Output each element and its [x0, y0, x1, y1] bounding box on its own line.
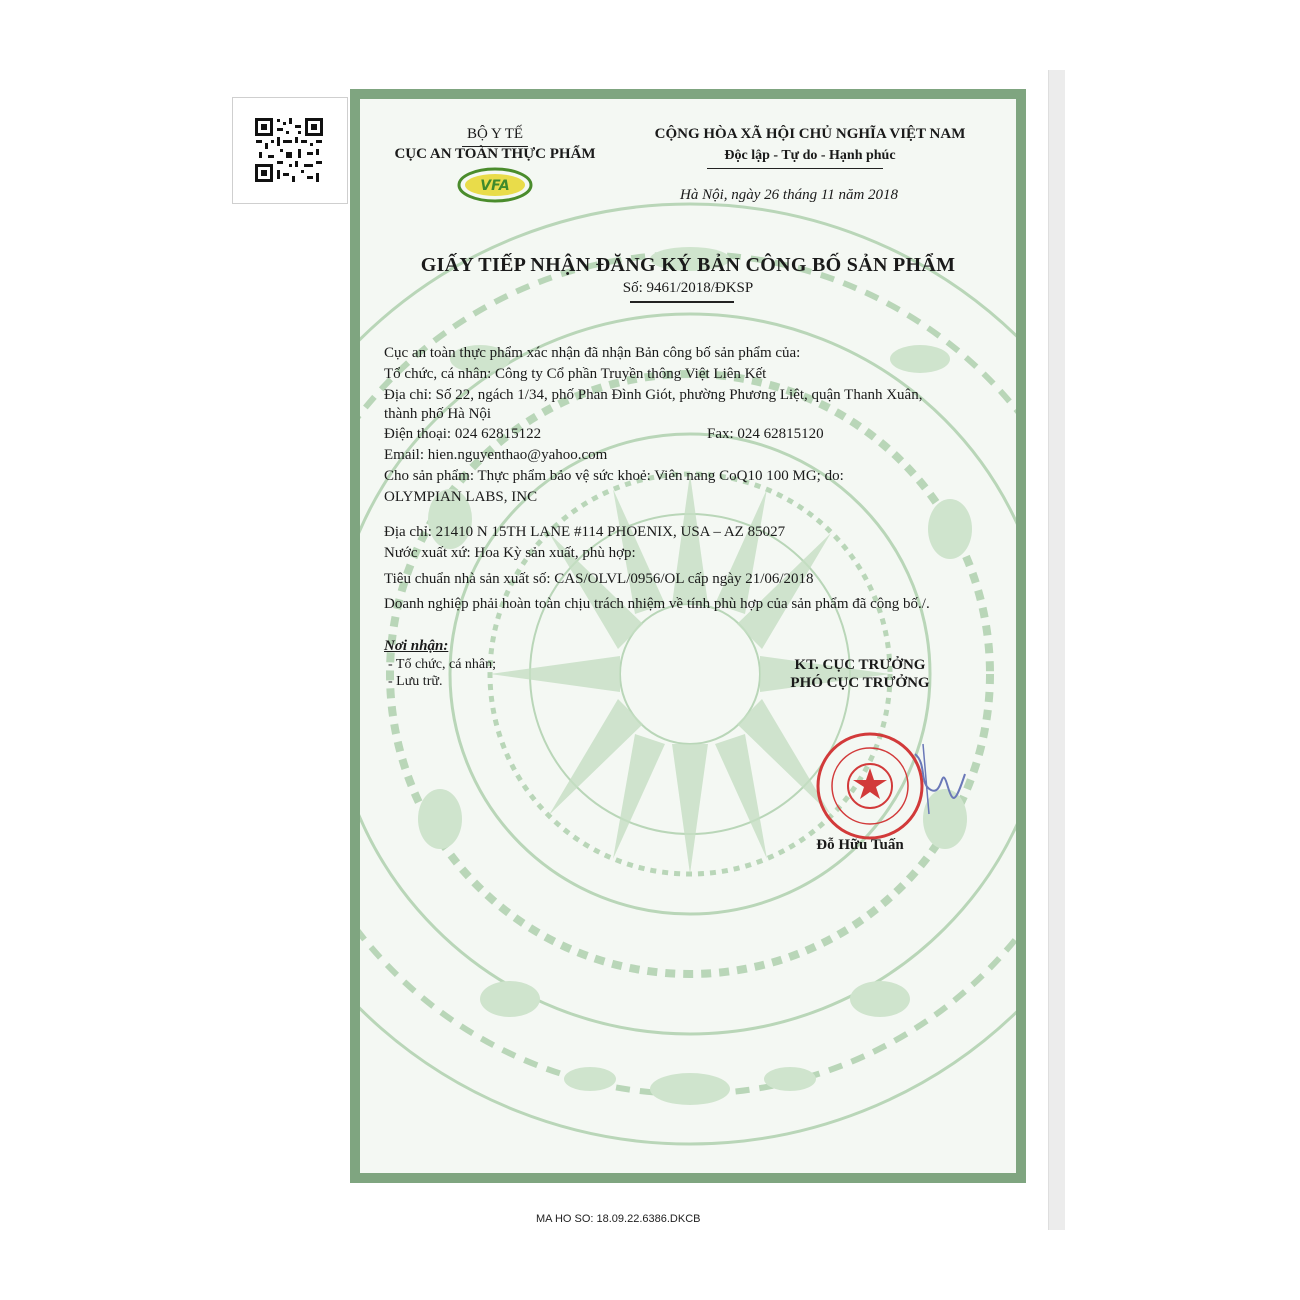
ministry-name: BỘ Y TẾ: [466, 126, 524, 142]
recipients-heading: Nơi nhận:: [384, 638, 449, 654]
qr-code: [232, 97, 348, 204]
vfa-logo-icon: [456, 165, 534, 203]
motto-underline: [707, 168, 883, 169]
origin: Nước xuất xứ: Hoa Kỳ sản xuất, phù hợp:: [384, 545, 636, 561]
signer-name: Đỗ Hữu Tuấn: [816, 837, 904, 853]
phone: Điện thoại: 024 62815122: [384, 426, 542, 442]
org-address-line2: thành phố Hà Nội: [384, 406, 492, 422]
responsibility-statement: Doanh nghiệp phải hoàn toàn chịu trách nhiệm về tính phù hợp của sản phẩm đã công bố./.: [384, 596, 930, 612]
vfa-logo-text: VFA: [480, 178, 510, 194]
official-seal-icon: [815, 724, 985, 844]
dossier-code: MA HO SO: 18.09.22.6386.DKCB: [536, 1213, 701, 1225]
document-number: Số: 9461/2018/ĐKSP: [622, 280, 754, 296]
product-line1: Cho sản phẩm: Thực phẩm bảo vệ sức khoẻ: Viên nang CoQ10 100 MG; do:: [384, 468, 844, 484]
page-edge-divider: [1048, 70, 1065, 1230]
qr-code-icon: [253, 116, 325, 184]
organization: Tổ chức, cá nhân: Công ty Cổ phần Truyền thông Việt Liên Kết: [384, 366, 767, 382]
manufacturer-standard: Tiêu chuẩn nhà sản xuất số: CAS/OLVL/0956/OL cấp ngày 21/06/2018: [384, 571, 814, 587]
signer-title-2: PHÓ CỤC TRƯỞNG: [790, 675, 930, 691]
issue-date: Hà Nội, ngày 26 tháng 11 năm 2018: [680, 187, 899, 203]
number-underline: [630, 301, 734, 303]
recipient-item: - Lưu trữ.: [388, 674, 443, 689]
maker-address: Địa chỉ: 21410 N 15TH LANE #114 PHOENIX, USA – AZ 85027: [384, 524, 786, 540]
certificate-body: [360, 99, 1016, 1173]
fax: Fax: 024 62815120: [707, 426, 824, 442]
national-motto: Độc lập - Tự do - Hạnh phúc: [724, 148, 896, 163]
recipient-item: - Tổ chức, cá nhân;: [388, 657, 497, 672]
product-line2: OLYMPIAN LABS, INC: [384, 489, 538, 505]
intro-text: Cục an toàn thực phẩm xác nhận đã nhận Bản công bố sản phẩm của:: [384, 345, 801, 361]
org-address-line1: Địa chỉ: Số 22, ngách 1/34, phố Phan Đình Giót, phường Phương Liệt, quận Thanh Xuân,: [384, 387, 923, 403]
certificate-document: [350, 89, 1026, 1183]
signer-title-1: KT. CỤC TRƯỞNG: [794, 657, 926, 673]
document-title: GIẤY TIẾP NHẬN ĐĂNG KÝ BẢN CÔNG BỐ SẢN PHẨM: [420, 254, 956, 276]
department-name: CỤC AN TOÀN THỰC PHẨM: [394, 146, 596, 162]
email: Email: hien.nguyenthao@yahoo.com: [384, 447, 608, 463]
country-name: CỘNG HÒA XÃ HỘI CHỦ NGHĨA VIỆT NAM: [654, 126, 966, 142]
